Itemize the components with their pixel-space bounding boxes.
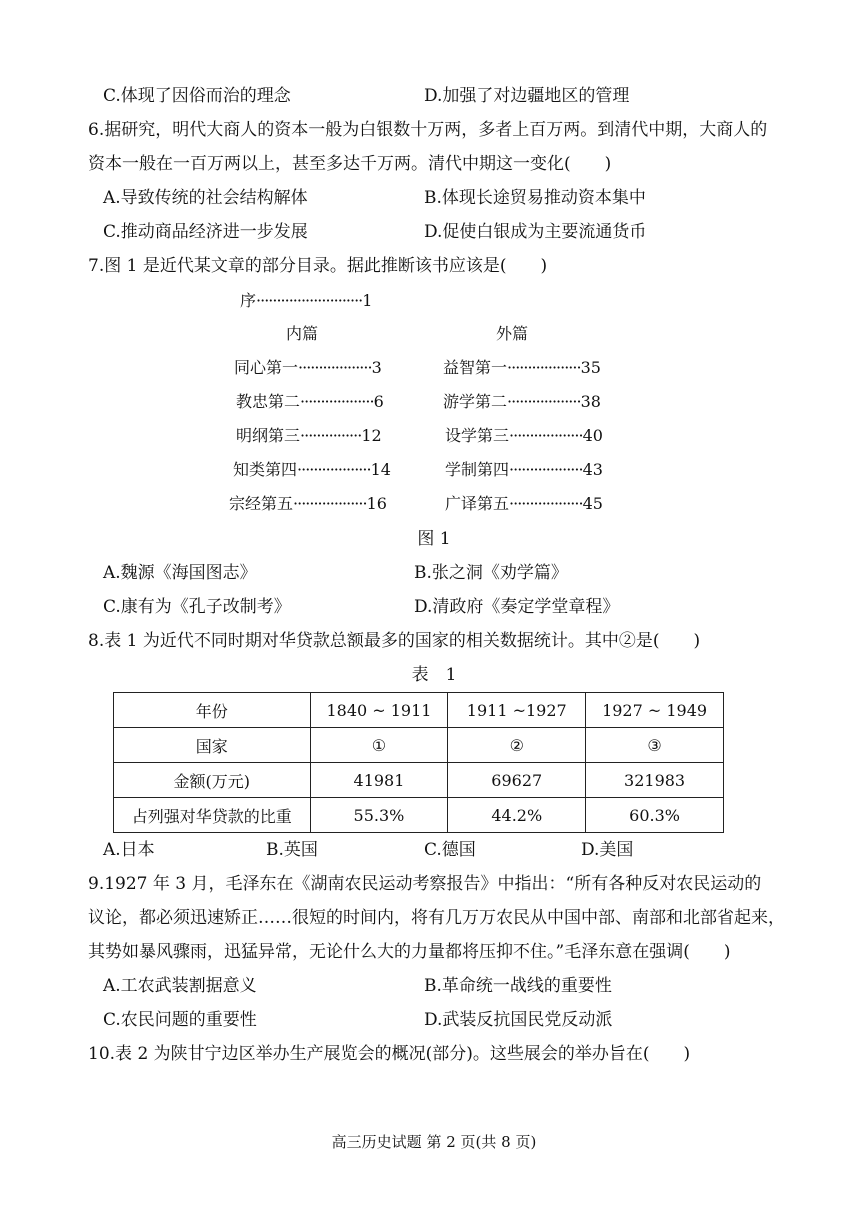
toc-preface-page: 1 <box>362 291 373 310</box>
table-cell: 60.3% <box>586 798 724 833</box>
q8-option-d: D.美国 <box>581 840 634 860</box>
q7-option-a: A.魏源《海国图志》 <box>103 563 257 583</box>
q7-option-d: D.清政府《奏定学堂章程》 <box>414 597 620 617</box>
q5-option-d: D.加强了对边疆地区的管理 <box>424 86 630 106</box>
table-cell: 年份 <box>114 693 311 728</box>
q8-option-c: C.德国 <box>424 840 476 860</box>
table-cell: ① <box>310 728 448 763</box>
q7-option-b: B.张之洞《劝学篇》 <box>414 563 568 583</box>
table-row <box>114 798 724 833</box>
table-cell: 金额(万元) <box>114 763 311 798</box>
table-cell: 44.2% <box>448 798 586 833</box>
toc-inner-item: 同心第一··················3 <box>234 358 382 377</box>
q6-option-a: A.导致传统的社会结构解体 <box>103 188 308 208</box>
table-row <box>114 693 724 728</box>
q9-option-c: C.农民问题的重要性 <box>103 1010 257 1030</box>
table-cell: 国家 <box>114 728 311 763</box>
toc-outer-heading: 外篇 <box>496 324 529 343</box>
toc-outer-item: 游学第二··················38 <box>443 392 601 411</box>
q6-option-c: C.推动商品经济进一步发展 <box>103 222 308 242</box>
q6-stem-line1: 6.据研究，明代大商人的资本一般为白银数十万两，多者上百万两。到清代中期，大商人的 <box>88 120 768 140</box>
q7-option-c: C.康有为《孔子改制考》 <box>103 597 291 617</box>
toc-preface <box>240 290 372 312</box>
toc-outer-item: 益智第一··················35 <box>443 358 601 377</box>
q6-option-b: B.体现长途贸易推动资本集中 <box>424 188 646 208</box>
toc-outer-item: 学制第四··················43 <box>445 460 603 479</box>
q6-stem-line2: 资本一般在一百万两以上，甚至多达千万两。清代中期这一变化( ) <box>88 154 612 174</box>
table-cell: 41981 <box>310 763 448 798</box>
toc-inner-item: 知类第四··················14 <box>233 460 391 479</box>
table-cell: 321983 <box>586 763 724 798</box>
q9-option-b: B.革命统一战线的重要性 <box>424 976 612 996</box>
toc-inner-heading: 内篇 <box>286 324 319 343</box>
q9-stem-line1: 9.1927 年 3 月，毛泽东在《湖南农民运动考察报告》中指出：“所有各种反对农民运动的 <box>88 874 762 894</box>
table-cell: ③ <box>586 728 724 763</box>
table-cell: 1840 ~ 1911 <box>310 693 448 728</box>
q9-option-a: A.工农武装割据意义 <box>103 976 257 996</box>
page-footer: 高三历史试题 第 2 页(共 8 页) <box>331 1133 537 1151</box>
q9-stem-line2: 议论，都必须迅速矫正……很短的时间内，将有几万万农民从中国中部、南部和北部省起来， <box>88 908 785 928</box>
toc-preface-dots: ·························· <box>256 291 363 310</box>
toc-preface-title: 序 <box>240 291 257 310</box>
q8-option-b: B.英国 <box>266 840 318 860</box>
figure-caption: 图 1 <box>417 529 451 549</box>
table-cell: 55.3% <box>310 798 448 833</box>
toc-outer-item: 广译第五··················45 <box>445 494 603 513</box>
q8-option-a: A.日本 <box>103 840 155 860</box>
loan-table <box>113 692 724 833</box>
q10-stem: 10.表 2 为陕甘宁边区举办生产展览会的概况(部分)。这些展会的举办旨在( ) <box>88 1044 691 1064</box>
table-cell: 1911 ~1927 <box>448 693 586 728</box>
q9-stem-line3: 其势如暴风骤雨，迅猛异常，无论什么大的力量都将压抑不住。”毛泽东意在强调( ) <box>88 942 731 962</box>
table-row <box>114 728 724 763</box>
q5-option-c: C.体现了因俗而治的理念 <box>103 86 291 106</box>
table-row <box>114 763 724 798</box>
table-caption: 表 1 <box>411 665 457 685</box>
toc-outer-item: 设学第三··················40 <box>445 426 603 445</box>
table-cell: 69627 <box>448 763 586 798</box>
q7-stem: 7.图 1 是近代某文章的部分目录。据此推断该书应该是( ) <box>88 256 548 276</box>
toc-inner-item: 教忠第二··················6 <box>236 392 384 411</box>
toc-inner-item: 宗经第五··················16 <box>229 494 387 513</box>
toc-inner-item: 明纲第三···············12 <box>236 426 382 445</box>
table-cell: 1927 ~ 1949 <box>586 693 724 728</box>
q9-option-d: D.武装反抗国民党反动派 <box>424 1010 613 1030</box>
table-cell: 占列强对华贷款的比重 <box>114 798 311 833</box>
table-cell: ② <box>448 728 586 763</box>
q6-option-d: D.促使白银成为主要流通货币 <box>424 222 647 242</box>
q8-stem: 8.表 1 为近代不同时期对华贷款总额最多的国家的相关数据统计。其中②是( ) <box>88 631 701 651</box>
